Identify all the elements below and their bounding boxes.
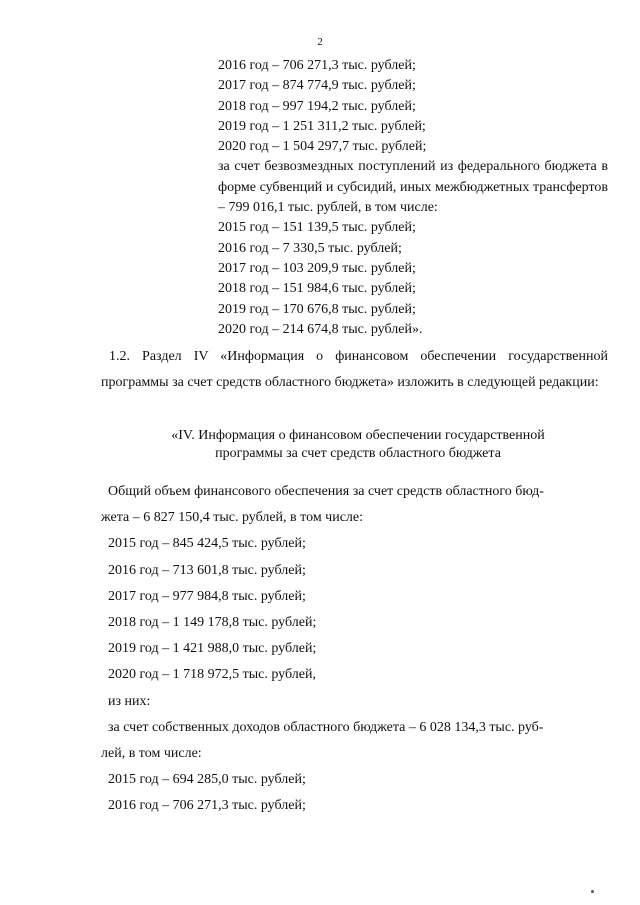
own-revenue-line: лей, в том числе: [101,746,202,762]
federal-intro: за счет безвозмездных поступлений из федерального бюджета в форме субвенций и субсидий, иных межбюджетных трансфертов – 799 016,1 тыс. рублей, в том числе: [218,159,608,216]
list-item: 2020 год – 1 718 972,5 тыс. рублей, [108,667,316,683]
list-item: 2016 год – 713 601,8 тыс. рублей; [108,562,306,578]
section-amendment-text: 1.2. Раздел IV «Информация о финансовом обеспечении государственной программы за счет средств областного бюджета» изложить в следующей редакции: [101,349,608,390]
list-item: 2016 год – 7 330,5 тыс. рублей; [218,240,402,256]
list-item: 2017 год – 103 209,9 тыс. рублей; [218,260,416,276]
page-number: 2 [317,36,323,48]
funding-list-continued [218,56,608,340]
section-heading [150,427,566,463]
list-item: 2016 год – 706 271,3 тыс. рублей; [218,58,416,73]
list-item: 2017 год – 977 984,8 тыс. рублей; [108,588,306,604]
list-item: 2016 год – 706 271,3 тыс. рублей; [108,798,306,814]
list-item: 2015 год – 151 139,5 тыс. рублей; [218,220,416,236]
total-funding-line: Общий объем финансового обеспечения за счет средств областного бюд- [108,484,544,499]
of-them-label: из них: [108,693,151,709]
list-item: 2017 год – 874 774,9 тыс. рублей; [218,78,416,94]
section-amendment-paragraph [101,344,608,396]
list-item: 2020 год – 1 504 297,7 тыс. рублей; [218,139,427,155]
scan-speck [591,890,594,893]
list-item: 2019 год – 170 676,8 тыс. рублей; [218,301,416,317]
list-item: 2018 год – 997 194,2 тыс. рублей; [218,98,416,114]
own-revenue-line: за счет собственных доходов областного бюджета – 6 028 134,3 тыс. руб- [108,719,544,735]
list-item: 2015 год – 845 424,5 тыс. рублей; [108,536,306,552]
list-item: 2018 год – 151 984,6 тыс. рублей; [218,281,416,297]
regional-budget-funding [101,479,608,820]
section-heading-line: программы за счет средств областного бюджета [215,446,501,461]
section-heading-line: «IV. Информация о финансовом обеспечении государственной [171,428,545,443]
list-item: 2015 год – 694 285,0 тыс. рублей; [108,772,306,788]
list-item: 2020 год – 214 674,8 тыс. рублей». [218,321,423,337]
list-item: 2019 год – 1 251 311,2 тыс. рублей; [218,118,426,134]
total-funding-line: жета – 6 827 150,4 тыс. рублей, в том числе: [101,510,364,526]
list-item: 2019 год – 1 421 988,0 тыс. рублей; [108,641,317,657]
list-item: 2018 год – 1 149 178,8 тыс. рублей; [108,615,317,631]
